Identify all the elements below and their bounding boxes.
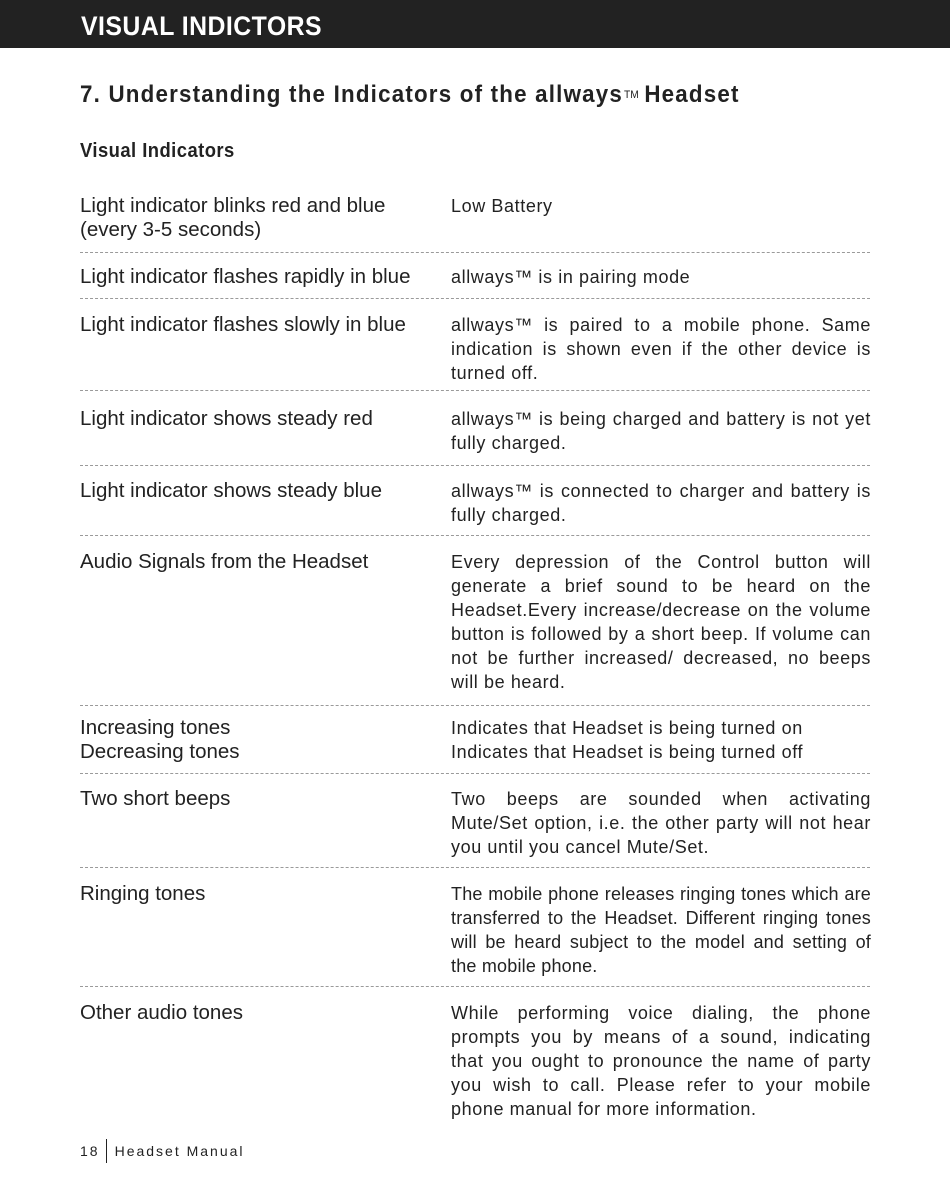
indicator-description: Two beeps are sounded when activating Mute/Set option, i.e. the other party will not hear you until you cancel Mute/Set. — [451, 789, 871, 857]
header-title: VISUAL INDICTORS — [81, 11, 323, 41]
footer-separator — [106, 1139, 107, 1163]
header-bar — [0, 0, 950, 48]
indicator-label: Light indicator blinks red and blue (every 3-5 seconds) — [80, 194, 386, 241]
row-divider — [80, 465, 870, 466]
indicator-description: While performing voice dialing, the phone prompts you by means of a sound, indicating that you ought to pronounce the name of party you wish to call. Please refer to your mobile phone manual for more information. — [451, 1003, 871, 1119]
row-divider — [80, 535, 870, 536]
row-divider — [80, 705, 870, 706]
indicator-description: Low Battery — [451, 196, 553, 216]
row-divider — [80, 252, 870, 253]
document-title: Headset Manual — [114, 1143, 245, 1159]
indicator-label: Light indicator flashes rapidly in blue — [80, 265, 411, 288]
indicator-label: Light indicator flashes slowly in blue — [80, 313, 406, 336]
indicator-label: Ringing tones — [80, 882, 206, 905]
indicator-description: The mobile phone releases ringing tones which are transferred to the Headset. Different ringing tones will be heard subject to the model and setting of the mobile phone. — [451, 884, 871, 976]
visual-indicators-subheading: Visual Indicators — [80, 140, 235, 162]
section-heading-end: Headset — [644, 81, 740, 108]
row-divider — [80, 390, 870, 391]
indicator-description: Indicates that Headset is being turned on Indicates that Headset is being turned off — [451, 718, 804, 762]
row-divider — [80, 867, 870, 868]
row-divider — [80, 773, 870, 774]
row-divider — [80, 986, 870, 987]
indicator-description: allways™ is paired to a mobile phone. Same indication is shown even if the other device is turned off. — [451, 315, 871, 383]
indicator-label: Other audio tones — [80, 1001, 243, 1024]
indicator-description: allways™ is in pairing mode — [451, 267, 691, 287]
indicator-label: Light indicator shows steady blue — [80, 479, 382, 502]
page-number: 18 — [80, 1143, 100, 1159]
section-heading-main: 7. Understanding the Indicators of the allways — [80, 81, 624, 108]
indicator-description: allways™ is connected to charger and battery is fully charged. — [451, 481, 871, 525]
indicator-label: Light indicator shows steady red — [80, 407, 373, 430]
page-footer — [80, 1139, 245, 1163]
indicator-label: Two short beeps — [80, 787, 231, 810]
indicator-label: Audio Signals from the Headset — [80, 550, 369, 573]
row-divider — [80, 298, 870, 299]
indicator-label: Increasing tones Decreasing tones — [80, 716, 240, 763]
trademark-mark: TM — [623, 89, 639, 101]
indicator-description: allways™ is being charged and battery is not yet fully charged. — [451, 409, 871, 453]
indicator-description: Every depression of the Control button will generate a brief sound to be heard on the Headset.Every increase/decrease on the volume button is followed by a short beep. If volume can not be further increased/ decreased, no beeps will be heard. — [451, 552, 871, 692]
section-heading — [80, 80, 740, 110]
